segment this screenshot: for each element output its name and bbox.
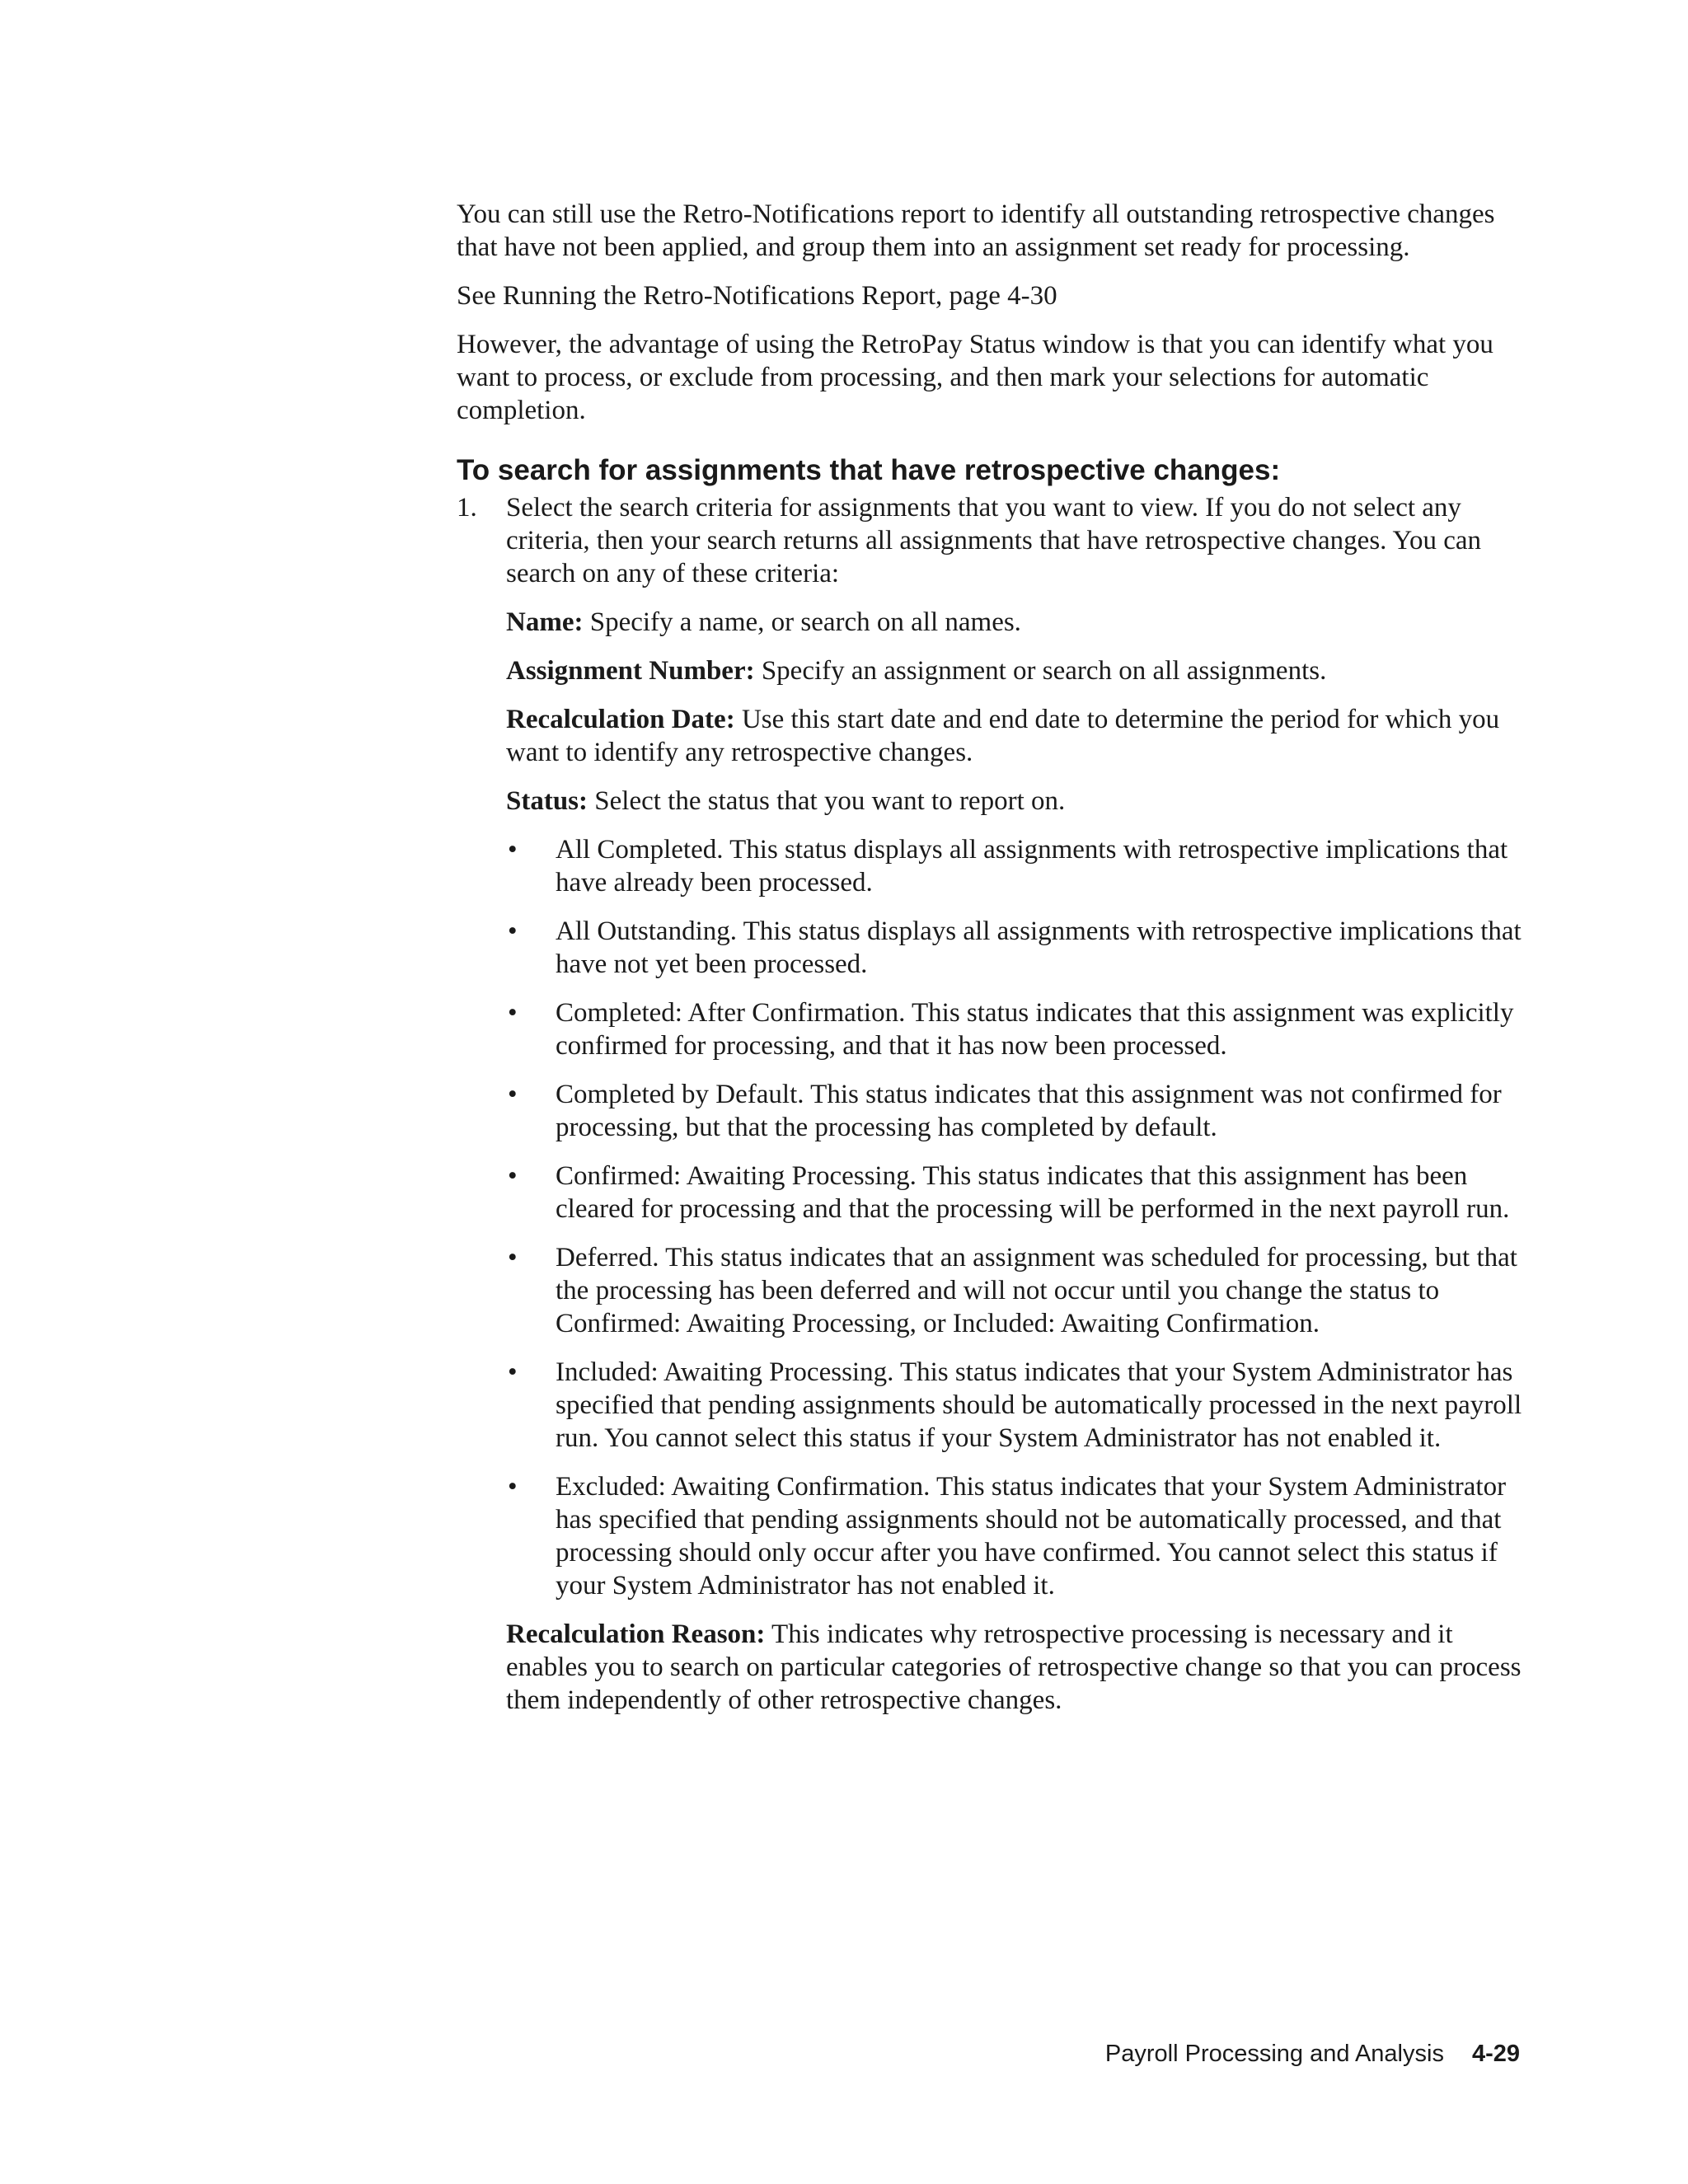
list-item xyxy=(506,1160,1528,1226)
status-item-text: All Completed. This status displays all assignments with retrospective implications that have already been processed. xyxy=(556,835,1508,898)
criteria-status xyxy=(506,785,1528,818)
criteria-recalc-reason-label: Recalculation Reason: xyxy=(506,1619,766,1649)
criteria-recalculation-date xyxy=(506,703,1528,769)
criteria-status-text: Select the status that you want to report on. xyxy=(588,786,1066,816)
status-item-text: Confirmed: Awaiting Processing. This status indicates that this assignment has been cleared for processing and that the processing will be performed in the next payroll run. xyxy=(556,1161,1510,1224)
status-item-text: Included: Awaiting Processing. This status indicates that your System Administrator has specified that pending assignments should be automatically processed in the next payroll run. You cannot select this status if your System Administrator has not enabled it. xyxy=(556,1357,1522,1453)
status-item-text: Deferred. This status indicates that an assignment was scheduled for processing, but that the processing has been deferred and will not occur until you change the status to Confirmed: Awaiting Processing, or Included: Awaiting Confirmation. xyxy=(556,1243,1517,1338)
bullet-icon: • xyxy=(508,916,518,946)
section-heading: To search for assignments that have retrospective changes: xyxy=(457,454,1281,486)
bullet-icon: • xyxy=(508,1243,518,1272)
criteria-recalc-reason-text: This indicates why retrospective processing is necessary and it enables you to search on particular categories of retrospective change so that you can process them independently of other retrospective changes. xyxy=(506,1619,1522,1715)
bullet-icon: • xyxy=(508,1080,518,1109)
intro-paragraph-1: You can still use the Retro-Notifications report to identify all outstanding retrospective changes that have not been applied, and group them into an assignment set ready for processing. xyxy=(457,199,1495,262)
criteria-name-text: Specify a name, or search on all names. xyxy=(583,607,1021,637)
page-content xyxy=(457,198,1528,1732)
criteria-assignment-number xyxy=(506,654,1528,687)
criteria-recalc-date-text: Use this start date and end date to determine the period for which you want to identify any retrospective changes. xyxy=(506,705,1500,767)
status-item-text: Completed by Default. This status indicates that this assignment was not confirmed for processing, but that the processing has completed by default. xyxy=(556,1080,1502,1142)
list-item xyxy=(506,1356,1528,1455)
intro-paragraph-3: However, the advantage of using the RetroPay Status window is that you can identify what you want to process, or exclude from processing, and then mark your selections for automatic completion. xyxy=(457,330,1493,425)
list-item xyxy=(506,1241,1528,1340)
status-item-text: All Outstanding. This status displays all assignments with retrospective implications that have not yet been processed. xyxy=(556,916,1522,979)
status-item-text: Excluded: Awaiting Confirmation. This status indicates that your System Administrator has specified that pending assignments should not be automatically processed, and that processing should only occur after you have confirmed. You cannot select this status if your System Administrator has not enabled it. xyxy=(556,1472,1507,1601)
criteria-assignment-label: Assignment Number: xyxy=(506,656,755,686)
footer-title: Payroll Processing and Analysis xyxy=(1104,2041,1444,2067)
page-footer xyxy=(1105,2039,1520,2069)
bullet-icon: • xyxy=(508,998,518,1028)
criteria-assignment-text: Specify an assignment or search on all assignments. xyxy=(754,656,1327,686)
list-item xyxy=(506,833,1528,899)
page-number: 4-29 xyxy=(1471,2041,1520,2067)
criteria-name xyxy=(506,606,1528,639)
criteria-name-label: Name: xyxy=(506,607,584,637)
list-item xyxy=(506,1470,1528,1602)
status-list xyxy=(506,833,1528,1602)
intro-paragraph-2: See Running the Retro-Notifications Report, page 4-30 xyxy=(457,281,1057,311)
list-item xyxy=(506,996,1528,1062)
bullet-icon: • xyxy=(508,1472,518,1502)
criteria-recalculation-reason xyxy=(506,1618,1528,1717)
step-number: 1. xyxy=(457,493,477,523)
bullet-icon: • xyxy=(508,1161,518,1191)
step-text: Select the search criteria for assignments that you want to view. If you do not select any criteria, then your search returns all assignments that have retrospective changes. You can search on any of these criteria: xyxy=(506,493,1482,588)
bullet-icon: • xyxy=(508,1357,518,1387)
step-1 xyxy=(457,491,1528,1717)
list-item xyxy=(506,915,1528,981)
criteria-status-label: Status: xyxy=(506,786,588,816)
bullet-icon: • xyxy=(508,835,518,865)
status-item-text: Completed: After Confirmation. This status indicates that this assignment was explicitly confirmed for processing, and that it has now been processed. xyxy=(556,998,1514,1061)
list-item xyxy=(506,1078,1528,1144)
criteria-recalc-date-label: Recalculation Date: xyxy=(506,705,735,734)
